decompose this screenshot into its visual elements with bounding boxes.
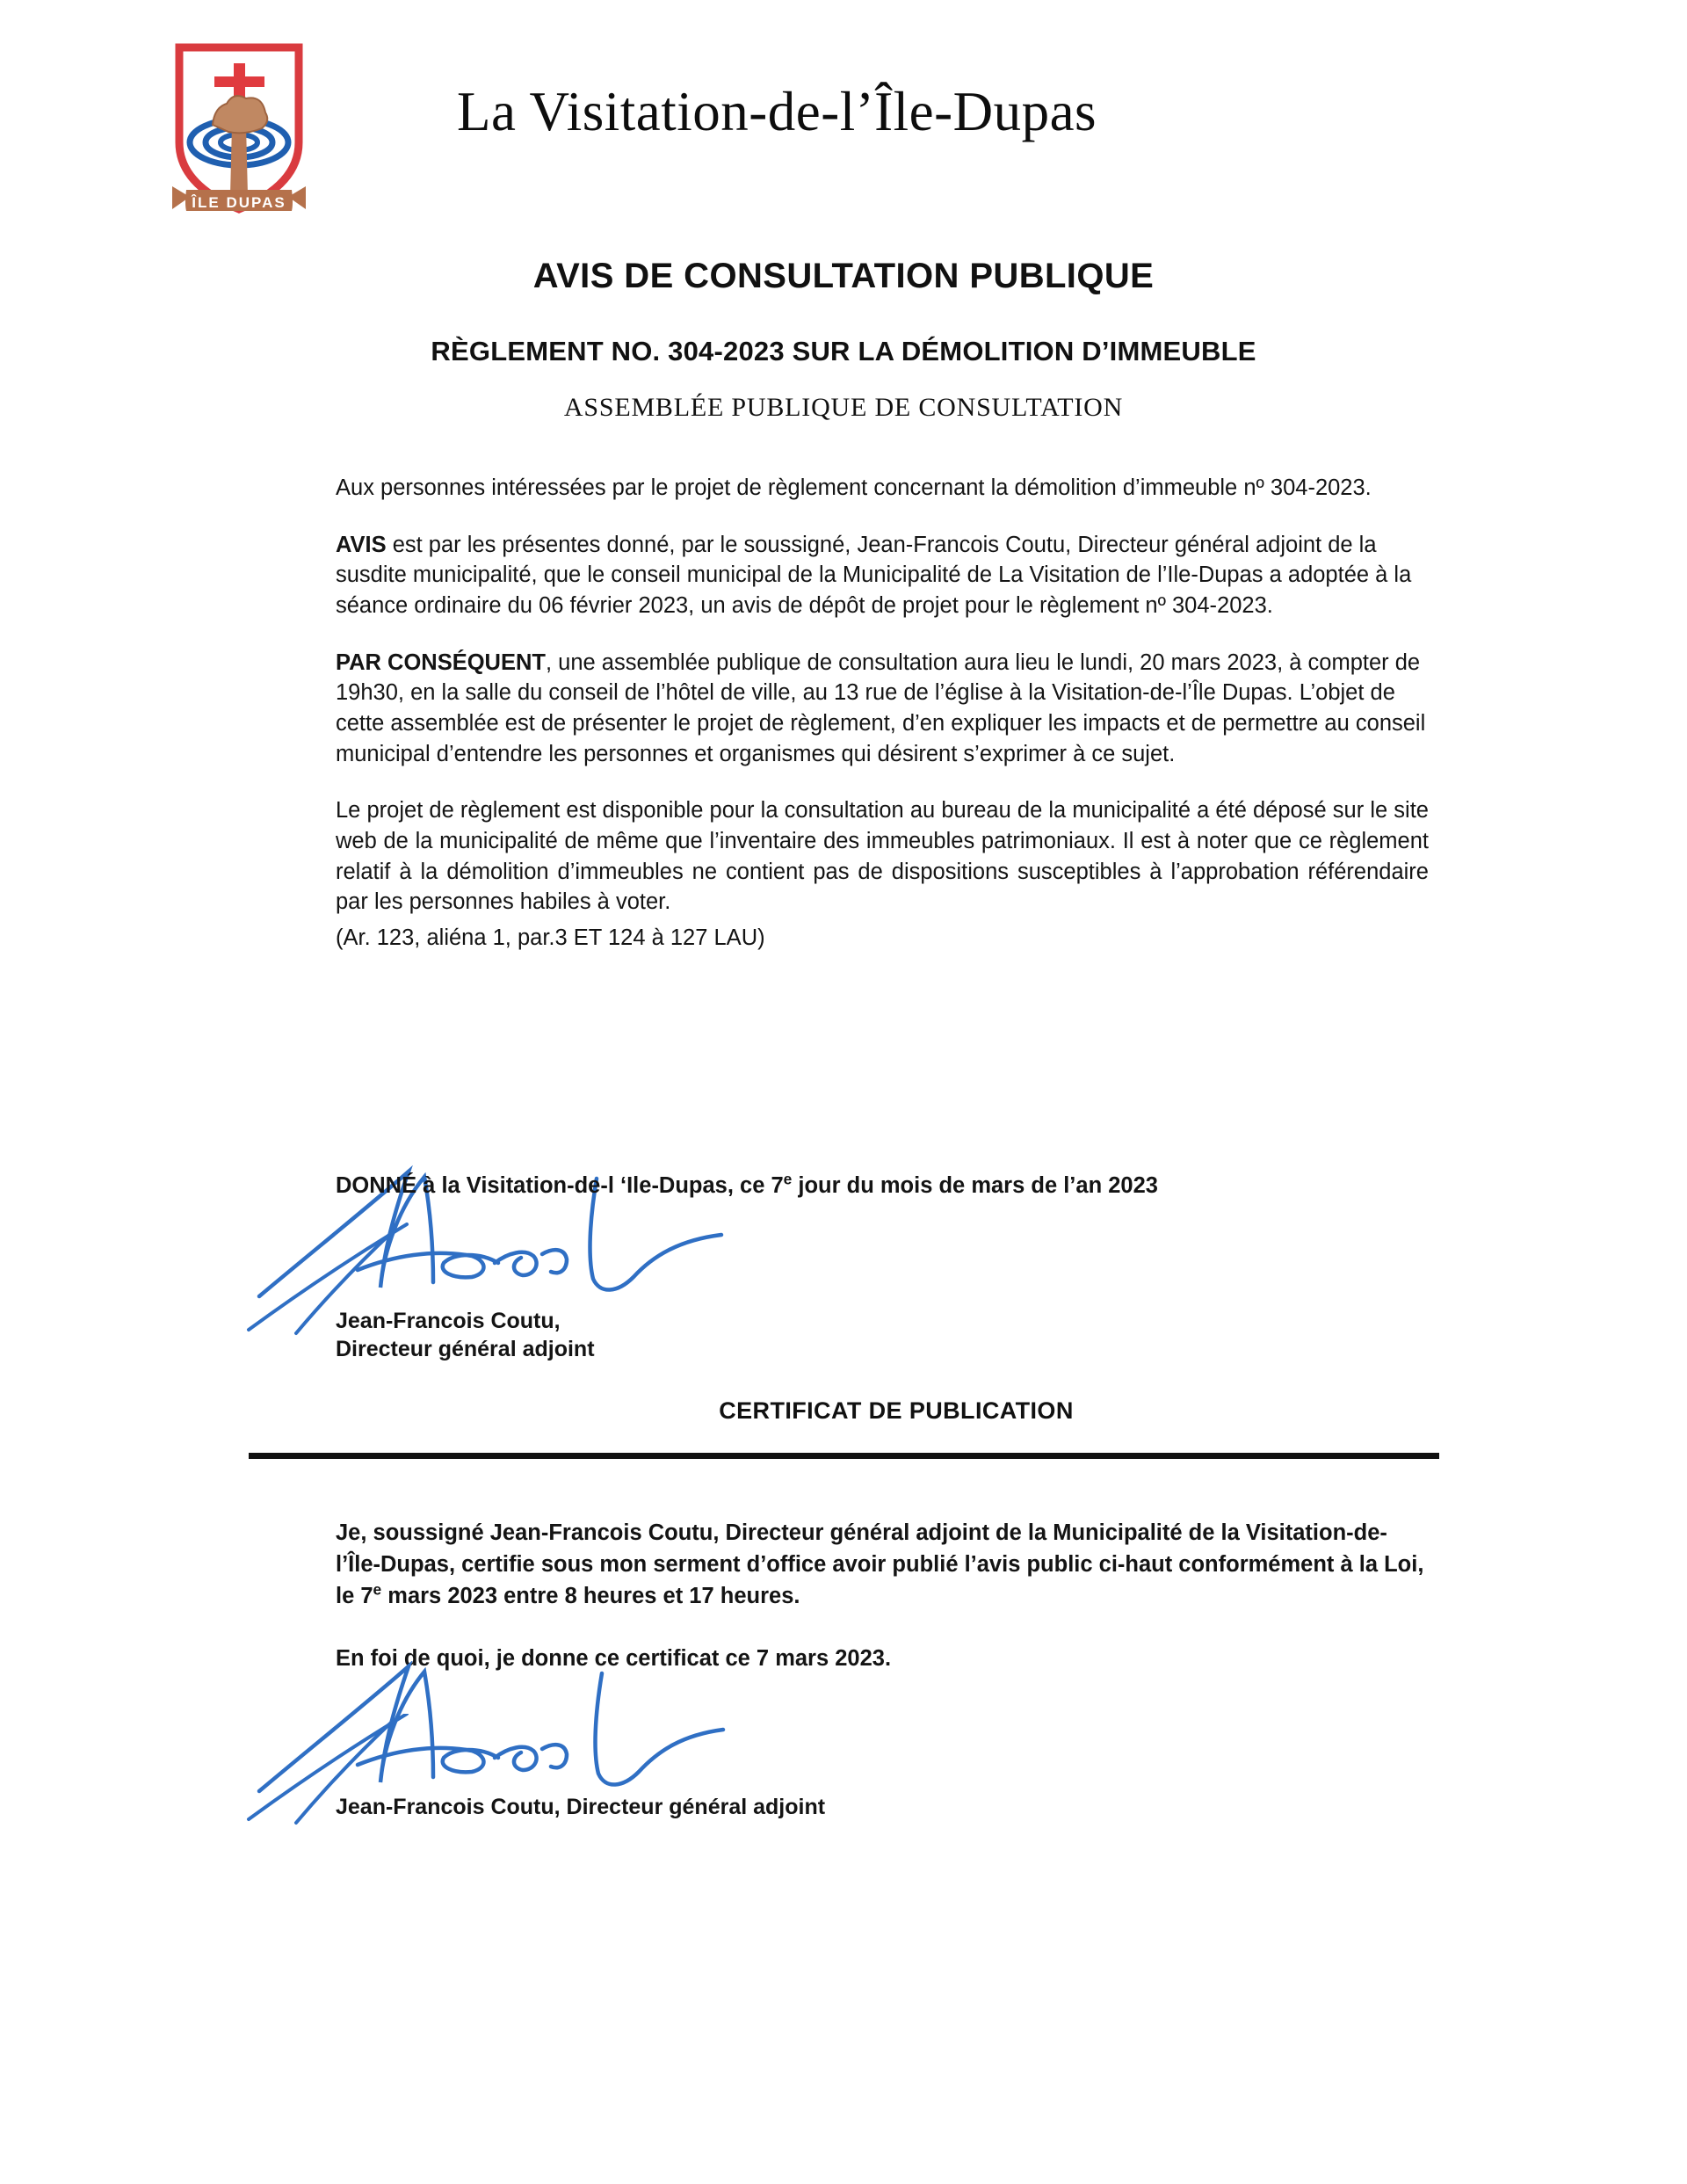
signature-block-notice — [336, 1171, 1429, 1363]
paragraph-par-consequent — [336, 648, 1429, 770]
certificate-closing-text: En foi de quoi, je donne ce certificat ce 7 mars 2023. — [336, 1645, 892, 1671]
certificate-heading-wrap — [0, 1397, 1687, 1425]
paragraph-legal-reference — [336, 923, 1429, 954]
signature-block-certificate — [336, 1696, 1429, 1821]
legal-reference-text: (Ar. 123, aliéna 1, par.3 ET 124 à 127 LAU) — [336, 925, 765, 951]
availability-text: Le projet de règlement est disponible pour la consultation au bureau de la municipalité a été déposé sur le site web de la municipalité de même que l’inventaire des immeubles patrimoniaux. Il est à noter que ce règlement relatif à la démolition d’immeubles ne contient pas de dispositions susceptibles à l’approbation référendaire par les personnes habiles à voter. — [336, 798, 1429, 915]
organization-title: La Visitation-de-l’Île-Dupas — [457, 81, 1097, 142]
paragraph-addressees — [336, 473, 1429, 504]
handwritten-signature-area-2 — [336, 1696, 1429, 1793]
certificate-text-a: Je, soussigné Jean-Francois Coutu, Directeur général adjoint de la Municipalité de la Visitation-de-l’Île-Dupas, certifie sous mon serment d’office avoir publié l’avis public ci-haut conformément à la Loi, le 7 — [336, 1520, 1424, 1609]
par-consequent-body-text: , une assemblée publique de consultation aura lieu le lundi, 20 mars 2023, à compter de 19h30, en la salle du conseil de l’hôtel de ville, au 13 rue de l’église à la Visitation-de-l’Île Dupas. L’objet de cette assemblée est de présenter le projet de règlement, d’en expliquer les impacts et de permettre au conseil municipal d’entendre les personnes et organismes qui désirent s’exprimer à ce sujet. — [336, 649, 1426, 766]
signer-name-role-2: Jean-Francois Coutu, Directeur général adjoint — [336, 1795, 826, 1819]
svg-text:ÎLE DUPAS: ÎLE DUPAS — [192, 194, 286, 211]
avis-lead-word: AVIS — [336, 532, 387, 557]
document-header — [0, 37, 1687, 221]
notice-subtitle-regulation: RÈGLEMENT NO. 304-2023 SUR LA DÉMOLITION D’IMMEUBLE — [431, 336, 1256, 366]
certificate-heading: CERTIFICAT DE PUBLICATION — [719, 1397, 1074, 1424]
notice-subtitle-assembly: ASSEMBLÉE PUBLIQUE DE CONSULTATION — [563, 393, 1124, 422]
handwritten-signature-area-1 — [336, 1201, 1429, 1307]
donne-ordinal: e — [783, 1170, 793, 1188]
notice-body — [336, 473, 1429, 980]
signature-name-2 — [336, 1793, 1429, 1821]
certificate-text-b: mars 2023 entre 8 heures et 17 heures. — [381, 1584, 800, 1609]
municipal-crest-logo — [160, 37, 318, 217]
par-consequent-lead-word: PAR CONSÉQUENT — [336, 649, 546, 675]
paragraph-avis — [336, 530, 1429, 621]
certificate-ordinal: e — [373, 1580, 382, 1599]
notice-title: AVIS DE CONSULTATION PUBLIQUE — [532, 257, 1155, 295]
signature-name-1 — [336, 1307, 1429, 1363]
paragraph-availability — [336, 795, 1429, 918]
certificate-paragraph-2 — [336, 1643, 1429, 1674]
donne-prefix: DONNÉ à la Visitation-de-l ‘Ile-Dupas, ce 7 — [336, 1173, 784, 1198]
paragraph-addressees-text: Aux personnes intéressées par le projet de règlement concernant la démolition d’immeuble nº 304-2023. — [336, 475, 1372, 500]
donne-suffix: jour du mois de mars de l’an 2023 — [792, 1173, 1158, 1198]
signer-name-1: Jean-Francois Coutu, — [336, 1308, 561, 1333]
signer-role-1: Directeur général adjoint — [336, 1336, 595, 1361]
donne-line — [336, 1171, 1429, 1201]
certificate-body — [336, 1517, 1429, 1704]
avis-body-text: est par les présentes donné, par le soussigné, Jean-Francois Coutu, Directeur général adjoint de la susdite municipalité, que le conseil municipal de la Municipalité de La Visitation de l’Ile-Dupas a adoptée à la séance ordinaire du 06 février 2023, un avis de dépôt de projet pour le règlement nº 304-2023. — [336, 532, 1412, 619]
certificate-divider-rule — [249, 1453, 1439, 1459]
certificate-paragraph-1 — [336, 1517, 1429, 1613]
